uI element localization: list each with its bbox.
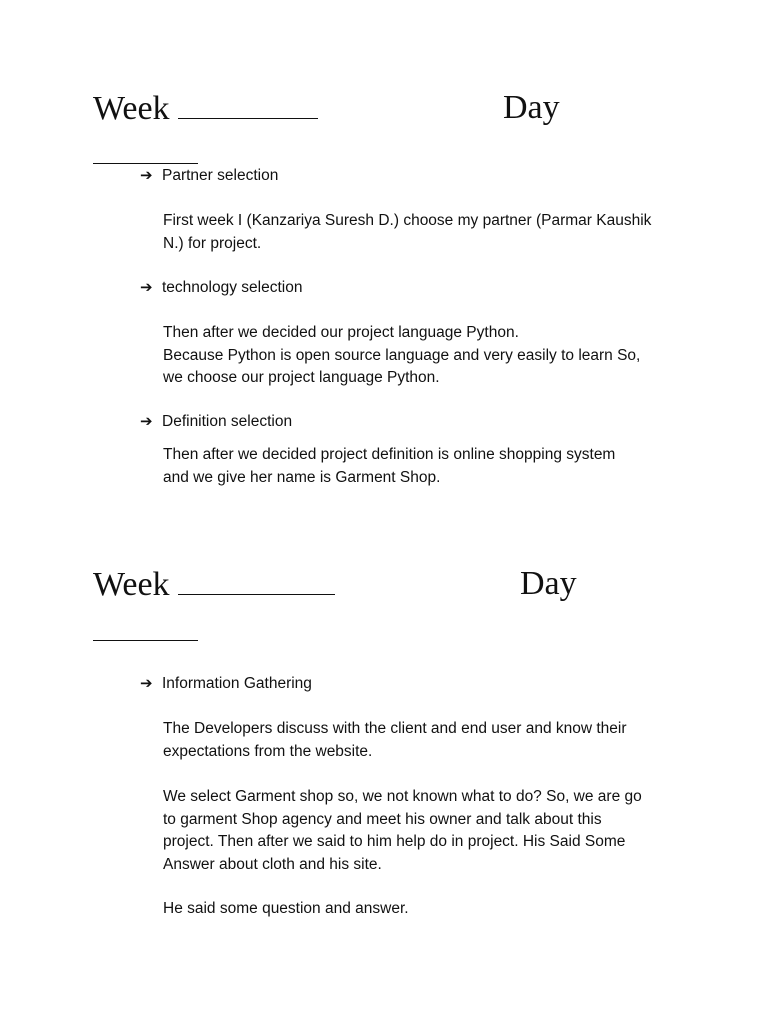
- right-arrow-icon: ➔: [140, 675, 153, 692]
- paragraph: Then after we decided our project language Python. Because Python is open source language and very easily to learn So, we choose our project language Python.: [163, 324, 641, 386]
- bullet-item: [140, 165, 278, 187]
- week-label: Week: [93, 90, 170, 127]
- bullet-heading: Information Gathering: [162, 675, 312, 692]
- right-arrow-icon: ➔: [140, 279, 153, 296]
- week-label: Week: [93, 566, 170, 603]
- day-label: Day: [520, 565, 577, 602]
- week-heading-2: [93, 564, 577, 605]
- week-blank[interactable]: [178, 88, 318, 119]
- bullet-item: [140, 411, 292, 433]
- bullet-heading: Partner selection: [162, 167, 279, 184]
- right-arrow-icon: ➔: [140, 167, 153, 184]
- bullet-heading: Definition selection: [162, 413, 293, 430]
- day-blank[interactable]: [93, 163, 198, 164]
- bullet-item: [140, 277, 302, 299]
- week-heading-1: [93, 88, 560, 129]
- paragraph: He said some question and answer.: [163, 900, 409, 917]
- paragraph: Then after we decided project definition is online shopping system and we give her name is Garment Shop.: [163, 446, 616, 486]
- paragraph: We select Garment shop so, we not known what to do? So, we are go to garment Shop agency and meet his owner and talk about this project. Then after we said to him help do in project. His Said Some Answer about cloth and his site.: [163, 788, 642, 873]
- bullet-heading: technology selection: [162, 279, 303, 296]
- bullet-item: [140, 673, 312, 695]
- paragraph: The Developers discuss with the client and end user and know their expectations from the website.: [163, 720, 627, 760]
- right-arrow-icon: ➔: [140, 413, 153, 430]
- day-blank[interactable]: [93, 640, 198, 641]
- paragraph: First week I (Kanzariya Suresh D.) choose my partner (Parmar Kaushik N.) for project.: [163, 212, 652, 252]
- week-blank[interactable]: [178, 564, 335, 595]
- day-label: Day: [503, 89, 560, 126]
